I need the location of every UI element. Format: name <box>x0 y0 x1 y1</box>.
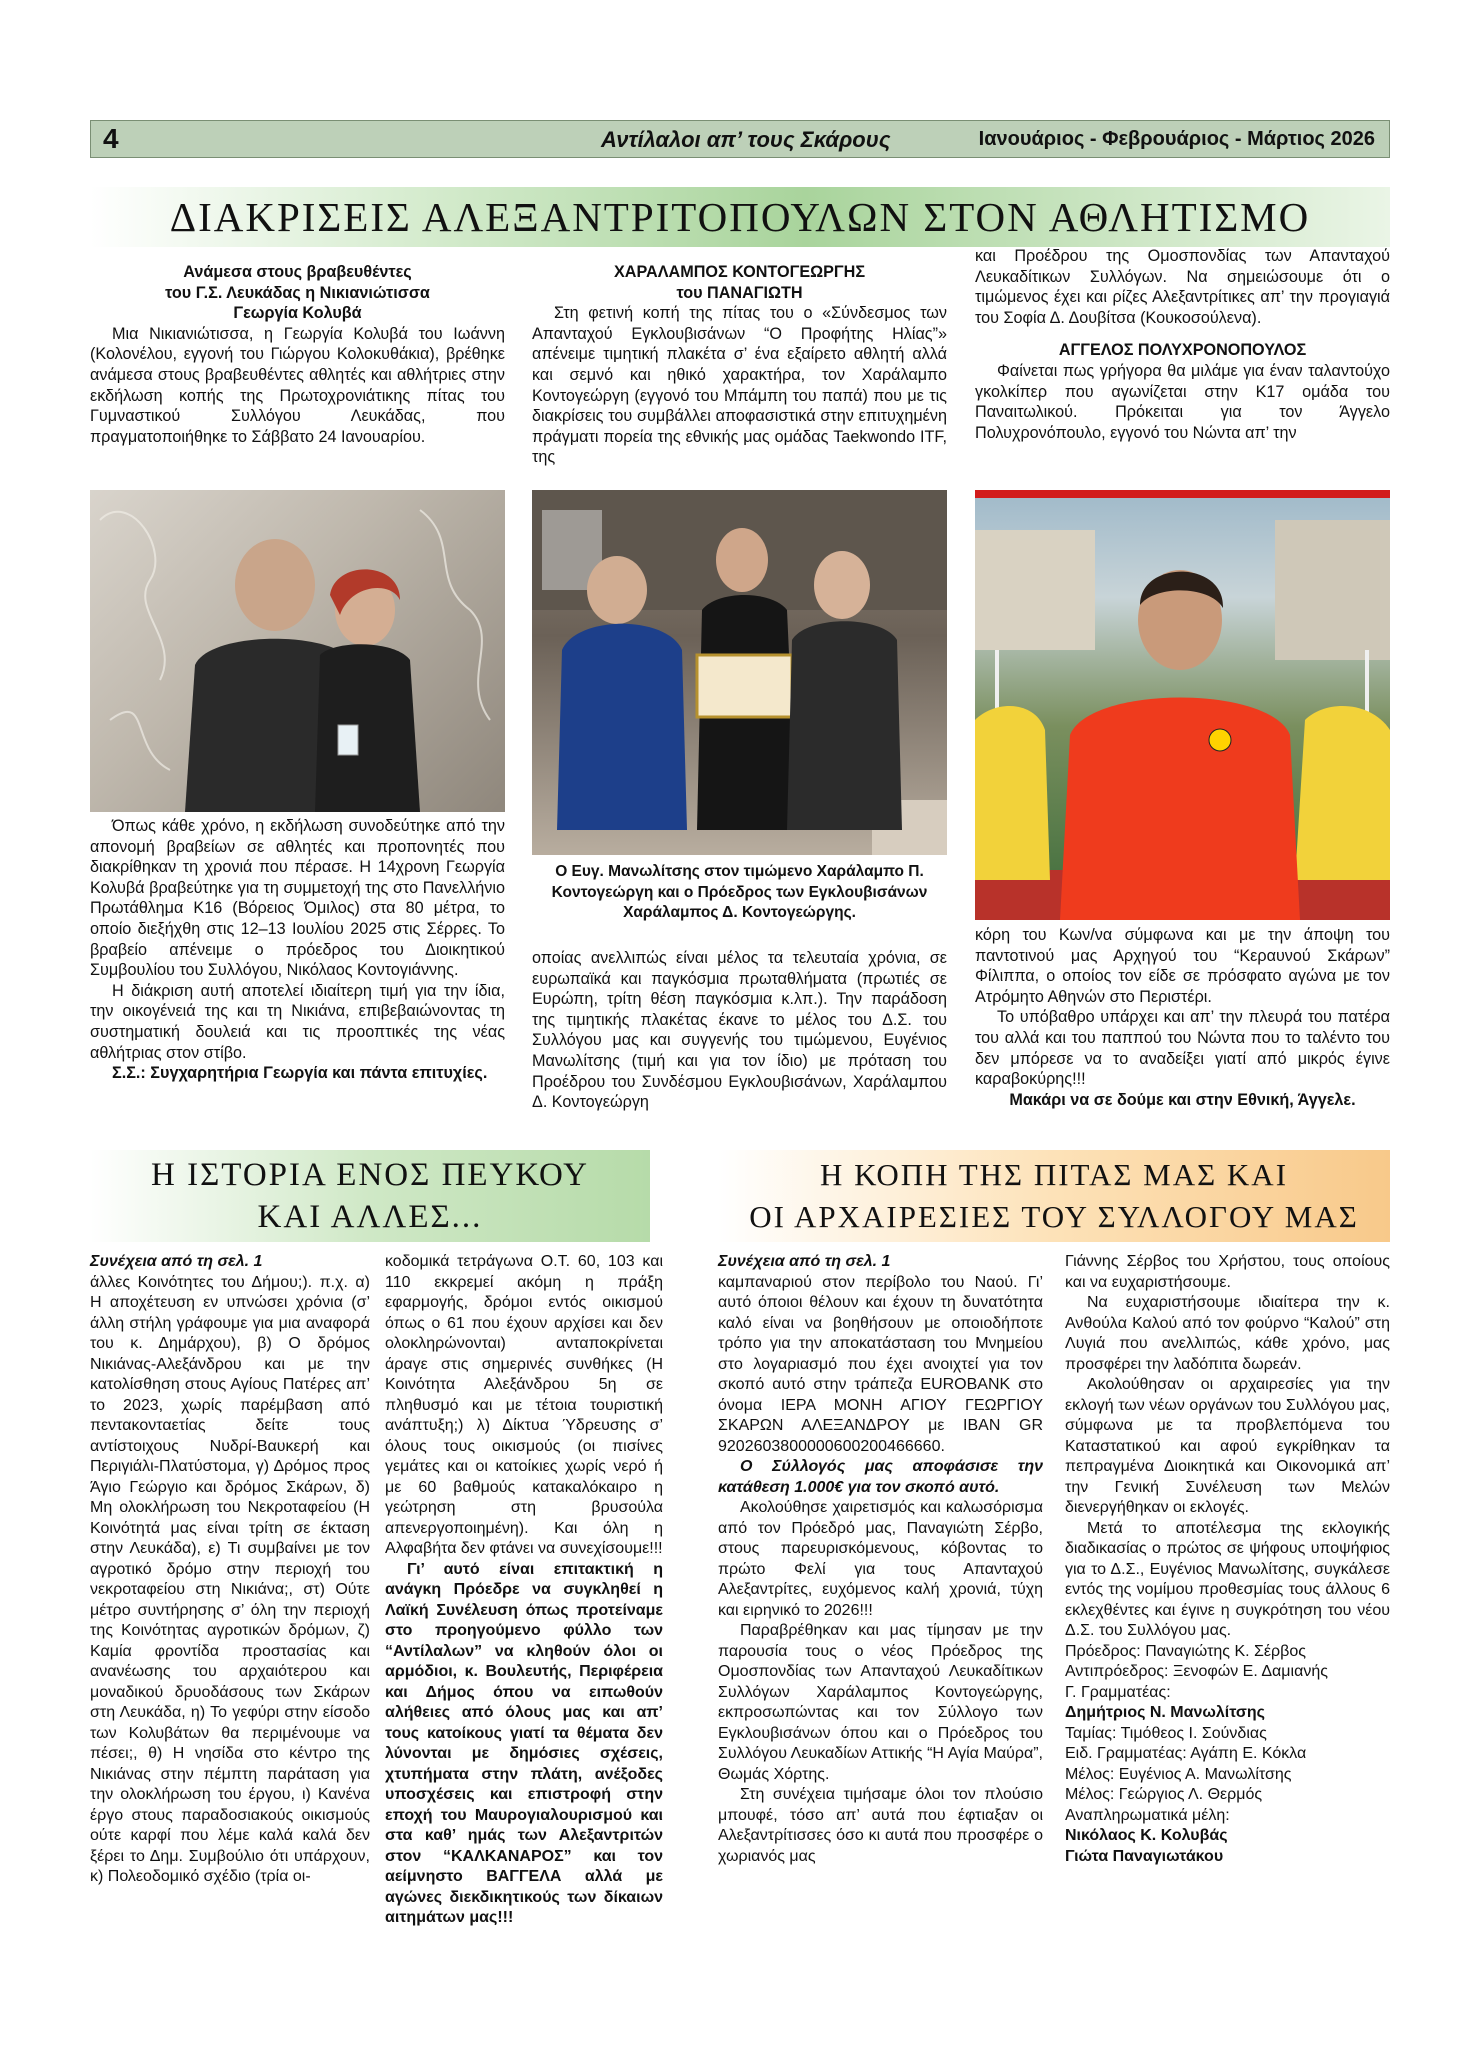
paragraph: Ο Σύλλογός μας αποφάσισε την κατάθεση 1.000€ για τον σκοπό αυτό. <box>718 1458 1043 1496</box>
paragraph: Ακολούθησαν οι αρχαιρεσίες για την εκλογή των νέων οργάνων του Συλλόγου μας, σύμφωνα με τα προβλεπόμενα του Καταστατικού και αφού εγκρίθηκαν τα πεπραγμένα Διοικητικά και Οικονομικά απ’ την Γενική Συνέλευση των Μελών διενεργήθηκαν οι εκλογές. <box>1065 1376 1390 1516</box>
column-3-top <box>975 246 1390 443</box>
column-7 <box>1065 1252 1390 1867</box>
paragraph: Φαίνεται πως γρήγορα θα μιλάμε για έναν ταλαντούχο γκολκίπερ που αγωνίζεται στην Κ17 ομάδα του Παναιτωλικού. Πρόκειται για τον Άγγελο Πολυχρονόπουλο, εγγονό του Νώντα απ’ την <box>975 361 1390 442</box>
column-1-bottom <box>90 816 505 1084</box>
photo-kolyva-illustration <box>90 490 505 812</box>
banner-pine-story <box>90 1150 650 1242</box>
paragraph: Στη συνέχεια τιμήσαμε όλοι τον πλούσιο μπουφέ, τόσο απ’ αυτά που έφτιαξαν οι Αλεξαντρίτισσες όσο κι αυτά που προσφέρε ο χωριανός μας <box>718 1786 1043 1865</box>
article-heading: Ανάμεσα στους βραβευθέντες <box>183 263 412 281</box>
article-heading: του Γ.Σ. Λευκάδας η Νικιανιώτισσα <box>165 283 430 302</box>
column-1-top <box>90 262 505 447</box>
paragraph: Παραβρέθηκαν και μας τίμησαν με την παρουσία τους ο νέος Πρόεδρος της Ομοσπονδίας των Απανταχού Λευκαδίτικων Συλλόγων Χαράλαμπος Κοντογεώργης, εκπροσωπώντας και τον Σύλλογο των Εγκλουβισάνων όπου και ο Πρόεδρος του Συλλόγου Λευκαδίων Αττικής “Η Αγία Μαύρα”, Θωμάς Χόρτης. <box>718 1622 1043 1783</box>
photo-plaque-illustration <box>532 490 947 855</box>
issue-date: Ιανουάριος - Φεβρουάριος - Μάρτιος 2026 <box>978 128 1375 150</box>
board-role: Νικόλαος Κ. Κολυβάς <box>1065 1827 1228 1844</box>
banner-line: Η ΚΟΠΗ ΤΗΣ ΠΙΤΑΣ ΜΑΣ ΚΑΙ <box>819 1157 1289 1192</box>
paragraph: και Προέδρου της Ομοσπονδίας των Απανταχού Λευκαδίτικων Συλλόγων. Να σημειώσουμε ότι ο τιμώμενος έχει και ρίζες Αλεξαντρίτικες απ’ την προγιαγιά του Σοφία Δ. Δουβίτσα (Κουκοσούλενα). <box>975 247 1390 327</box>
photo-goalkeeper <box>975 490 1390 920</box>
photo-plaque-award <box>532 490 947 855</box>
board-role: Αντιπρόεδρος: Ξενοφών Ε. Δαμιανής <box>1065 1663 1328 1680</box>
board-role: Μέλος: Ευγένιος Α. Μανωλίτσης <box>1065 1765 1292 1783</box>
board-role: Δημήτριος Ν. Μανωλίτσης <box>1065 1704 1265 1721</box>
board-role: Πρόεδρος: Παναγιώτης Κ. Σέρβος <box>1065 1642 1306 1660</box>
paragraph: καμπαναριού στον περίβολο του Ναού. Γι’ αυτό όποιοι θέλουν και έχουν τη δυνατότητα καλό είναι να βοηθήσουν με οποιοδήποτε τρόπο για την αποκατάσταση του Μνημείου στο λογαριασμό που έχει ανοιχτεί για τον σκοπό αυτό στην τράπεζα EUROBANK στο όνομα ΙΕΡΑ ΜΟΝΗ ΑΓΙΟΥ ΓΕΩΡΓΙΟΥ ΣΚΑΡΩΝ ΑΛΕΞΑΝΔΡΟΥ με IBAN GR 9202603800000600200466660. <box>718 1273 1043 1455</box>
banner-line: ΚΑΙ ΑΛΛΕΣ... <box>257 1199 483 1235</box>
board-role: Αναπληρωματικά μέλη: <box>1065 1806 1230 1824</box>
board-role: Γ. Γραμματέας: <box>1065 1683 1171 1701</box>
column-3-bottom <box>975 925 1390 1110</box>
paragraph-closing: Μακάρι να σε δούμε και στην Εθνική, Άγγελε. <box>1009 1090 1356 1109</box>
board-role: Μέλος: Γεώργιος Λ. Θερμός <box>1065 1786 1263 1803</box>
article-heading: ΑΓΓΕΛΟΣ ΠΟΛΥΧΡΟΝΟΠΟΥΛΟΣ <box>1058 341 1307 360</box>
banner-line: Η ΙΣΤΟΡΙΑ ΕΝΟΣ ΠΕΥΚΟΥ <box>151 1157 589 1193</box>
paragraph: Μετά το αποτέλεσμα της εκλογικής διαδικασίας ο πρώτος σε ψήφους υποψήφιος για το Δ.Σ., Ευγένιος Μανωλίτσης, συγκάλεσε εντός της νομίμου προθεσμίας τους άλλους 6 εκλεχθέντες και έγινε η συγκρότηση του νέου Δ.Σ. του Συλλόγου μας. <box>1065 1519 1390 1639</box>
banner-line: ΟΙ ΑΡΧΑΙΡΕΣΙΕΣ ΤΟΥ ΣΥΛΛΟΓΟΥ ΜΑΣ <box>749 1199 1359 1234</box>
board-role: Γιώτα Παναγιωτάκου <box>1065 1847 1224 1865</box>
paragraph: Στη φετινή κοπή της πίτας του ο «Σύνδεσμος των Απανταχού Εγκλουβισάνων “Ο Προφήτης Ηλίας”» απένειμε τιμητική πλακέτα σ’ ένα εξαίρετο αθλητή αλλά και σεμνό και ηθικό χαρακτήρα, τον Χαράλαμπο Κοντογεώργη (εγγονό του Μπάμπη του παπά) που με τις διακρίσεις του συμβάλλει αποφασιστικά στην επιτυχημένη πράγματι πορεία της εθνικής μας ομάδας Taekwondo ITF, της <box>532 304 947 467</box>
paragraph: Να ευχαριστήσουμε ιδιαίτερα την κ. Ανθούλα Καλού από τον φούρνο “Καλού” στη Λυγιά που ανελλιπώς, κάθε χρόνο, μας προσφέρει την λαδόπιτα δωρεάν. <box>1065 1294 1390 1373</box>
column-5 <box>385 1252 663 1929</box>
paragraph: Μια Νικιανιώτισσα, η Γεωργία Κολυβά του Ιωάννη (Κολονέλου, εγγονή του Γιώργου Κολοκυθάκια), βρέθηκε ανάμεσα στους βραβευθέντες αθλητές και αθλήτριες στην εκδήλωση κοπής της Πρωτοχρονιάτικης πίτας του Γυμναστικού Συλλόγου Λευκάδας, που πραγματοποιήθηκε το Σάββατο 24 Ιανουαρίου. <box>90 324 505 446</box>
continued-from: Συνέχεια από τη σελ. 1 <box>718 1253 891 1270</box>
paragraph: άλλες Κοινότητες του Δήμου;). π.χ. α) Η αποχέτευση εν υπνώσει χρόνια (σ’ άλλη στήλη γράφουμε για μια αναφορά του κ. Δημάρχου), β) Ο δρόμος Νικιάνας-Αλεξάνδρου και με την κατολίσθηση στους Αγίους Πατέρες απ’ το 2023, χωρίς παρέμβαση από πεντακονταετίας δείτε τους αντίστοιχους Νυδρί-Βαυκερή και Περιγιάλι-Πλατύστομα, γ) Δρόμος προς Άγιο Γεώργιο και δρόμος Σκάρων, δ) Μη ολοκλήρωση του Νεκροταφείου (Η Κοινότητά μας είναι τρίτη σε έκταση στην Λευκάδα), ε) Τι συμβαίνει με τον αγροτικό δρόμο στην περιοχή του νεκροταφείου στη Νικιάνα;, στ) Ούτε μέτρο συντήρησης σ’ όλη την περιοχή της Κοινότητας αγροτικών δρόμων, ζ) Καμία φροντίδα προστασίας και ανανέωσης του αρχαιότερου και μοναδικού δρυοδάσους των Σκάρων στη Λευκάδα, η) Το γεφύρι στην είσοδο των Κολυβάτων θα περιμένουμε να πέσει;, θ) Η νησίδα στο κέντρο της Νικιάνας στην πέμπτη παράταση για την ολοκλήρωση του έργου, ι) Κανένα έργο στους παραδοσιακούς οικισμούς ούτε καρφί που λέμε καλά καλά δεν ξέρει το Δημ. Συμβούλιο ότι υπάρχουν, κ) Πολεοδομικό σχέδιο (τρία οι- <box>90 1273 370 1885</box>
paragraph: Το υπόβαθρο υπάρχει και απ’ την πλευρά του πατέρα του αλλά και του παππού του Νώντα που το ταλέντο του δεν μπόρεσε να το αναδείξει γιατί από μικρός έγινε καραβοκύρης!!! <box>975 1008 1390 1089</box>
article-heading: Γεωργία Κολυβά <box>233 304 362 323</box>
paragraph: Όπως κάθε χρόνο, η εκδήλωση συνοδεύτηκε από την απονομή βραβείων σε αθλητές και προπονητές που διακρίθηκαν τη χρονιά που πέρασε. Η 14χρονη Γεωργία Κολυβά βραβεύτηκε για τη συμμετοχή της στο Πανελλήνιο Πρωτάθλημα Κ16 (Βόρειος Όμιλος) στα 80 μέτρα, το οποίο διεξήχθη στις 12–13 Ιουλίου 2025 στις Σέρρες. Το βραβείο απένειμε ο πρόεδρος του Διοικητικού Συμβουλίου του Συλλόγου, Νικόλαος Κοντογιάννης. <box>90 817 505 980</box>
page-header <box>90 120 1390 158</box>
paragraph-note: Σ.Σ.: Συγχαρητήρια Γεωργία και πάντα επιτυχίες. <box>112 1064 488 1083</box>
paragraph: κοδομικά τετράγωνα Ο.Τ. 60, 103 και 110 εκκρεμεί ακόμη η πράξη εφαρμογής, δρόμοι εντός οικισμού όπως ο 61 που έχουν αρχίσει και δεν ολοκληρώνονται) ανταποκρίνεται άραγε στις σημερινές συνθήκες (Η Κοινότητα Αλεξάνδρου 5η σε πληθυσμό και με τέτοια τουριστική ανάπτυξη;) λ) Δίκτυα Ύδρευσης σ’ όλους τους οικισμούς (οι πισίνες γεμάτες και οι κατοίκιες χωρίς νερό ή με 60 βαθμούς κατακαλόκαιρο η γεώτρηση στη βρυσούλα απενεργοποιημένη). Και όλη η Αλφαβήτα δεν φτάνει να συνεχίσουμε!!! <box>385 1253 663 1557</box>
continued-from: Συνέχεια από τη σελ. 1 <box>90 1253 263 1270</box>
page-number: 4 <box>103 123 119 154</box>
article-heading: ΧΑΡΑΛΑΜΠΟΣ ΚΟΝΤΟΓΕΩΡΓΗΣ <box>613 263 866 281</box>
paragraph: Γι’ αυτό είναι επιτακτική η ανάγκη Πρόεδρε να συγκληθεί η Λαϊκή Συνέλευση όπως προτείναμε στο προηγούμενο φύλλο των “Αντίλαλων” να κληθούν όλοι οι αρμόδιοι, κ. Βουλευτής, Περιφέρεια και Δήμος όπου να ειπωθούν αλήθειες από όλους μας και απ’ τους κατοίκους γιατί τα θέματα δεν λύνονται με δημόσιες σχέσεις, χτυπήματα στην πλάτη, ανέξοδες υποσχέσεις και επιστροφή στην εποχή του Μαυρογιαλουρισμού και στα καθ’ ημάς των Αλεξαντριτών στον “ΚΑΛΚΑΝΑΡΟΣ” και τον αείμνηστο ΒΑΓΓΕΛΑ αλλά με αγώνες διεκδικητικούς των δίκαιων αιτημάτων μας!!! <box>385 1560 663 1926</box>
photo-kolyva <box>90 490 505 812</box>
paragraph: Ακολούθησε χαιρετισμός και καλωσόρισμα από τον Πρόεδρό μας, Παναγιώτη Σέρβο, στους παρευρισκόμενους, κόβοντας το πρώτο Φελί για τους Απανταχού Αλεξαντρίτες, ευχόμενος καλή χρονιά, τύχη και ειρηνικό το 2026!!! <box>718 1499 1043 1619</box>
paragraph: Η διάκριση αυτή αποτελεί ιδιαίτερη τιμή για την ίδια, την οικογένειά της και τη Νικιάνα, επιβεβαιώνοντας τη συστηματική δουλειά και τις προοπτικές της νέας αθλήτριας στον στίβο. <box>90 981 505 1062</box>
main-banner: ΔΙΑΚΡΙΣΕΙΣ ΑΛΕΞΑΝΤΡΙΤΟΠΟΥΛΩΝ ΣΤΟΝ ΑΘΛΗΤΙΣΜΟ <box>90 187 1390 247</box>
newspaper-title: Αντίλαλοι απ’ τους Σκάρους <box>601 127 891 152</box>
column-2-bottom <box>532 948 947 1113</box>
column-4 <box>90 1252 370 1888</box>
paragraph: Γιάννης Σέρβος του Χρήστου, τους οποίους και να ευχαριστήσουμε. <box>1065 1253 1390 1291</box>
banner-pita-elections <box>718 1150 1390 1242</box>
column-2-top <box>532 262 947 468</box>
board-role: Ειδ. Γραμματέας: Αγάπη Ε. Κόκλα <box>1065 1745 1307 1762</box>
photo-caption: Ο Ευγ. Μανωλίτσης στον τιμώμενο Χαράλαμπο Π. Κοντογεώργη και ο Πρόεδρος των Εγκλουβισάνων Χαράλαμπος Δ. Κοντογεώργης. <box>551 863 928 921</box>
board-role: Ταμίας: Τιμόθεος Ι. Σούνδιας <box>1065 1724 1267 1742</box>
paragraph: οποίας ανελλιπώς είναι μέλος τα τελευταία χρόνια, σε ευρωπαϊκά και παγκόσμια πρωταθλήματα (πρωτιές σε Ευρώπη, τρίτη θέση παγκόσμια κ.λπ.). Την παράδοση της τιμητικής πλακέτας έκανε το μέλος του Δ.Σ. του Συλλόγου μας και συγγενής του τιμώμενου, Ευγένιος Μανωλίτσης (τιμή και για τον ίδιο) με πρόταση του Προέδρου του Συνδέσμου Εγκλουβισάνων, Χαράλαμπου Δ. Κοντογεώργη <box>532 949 947 1112</box>
column-6 <box>718 1252 1043 1867</box>
paragraph: κόρη του Κων/να σύμφωνα και με την άποψη του παντοτινού μας Αρχηγού του “Κεραυνού Σκάρων” Φίλιππα, ο οποίος τον είδε σε πρόσφατο αγώνα με τον Ατρόμητο Αθηνών στο Περιστέρι. <box>975 926 1390 1006</box>
article-heading: του ΠΑΝΑΓΙΩΤΗ <box>676 283 803 302</box>
photo-goalkeeper-illustration <box>975 490 1390 920</box>
